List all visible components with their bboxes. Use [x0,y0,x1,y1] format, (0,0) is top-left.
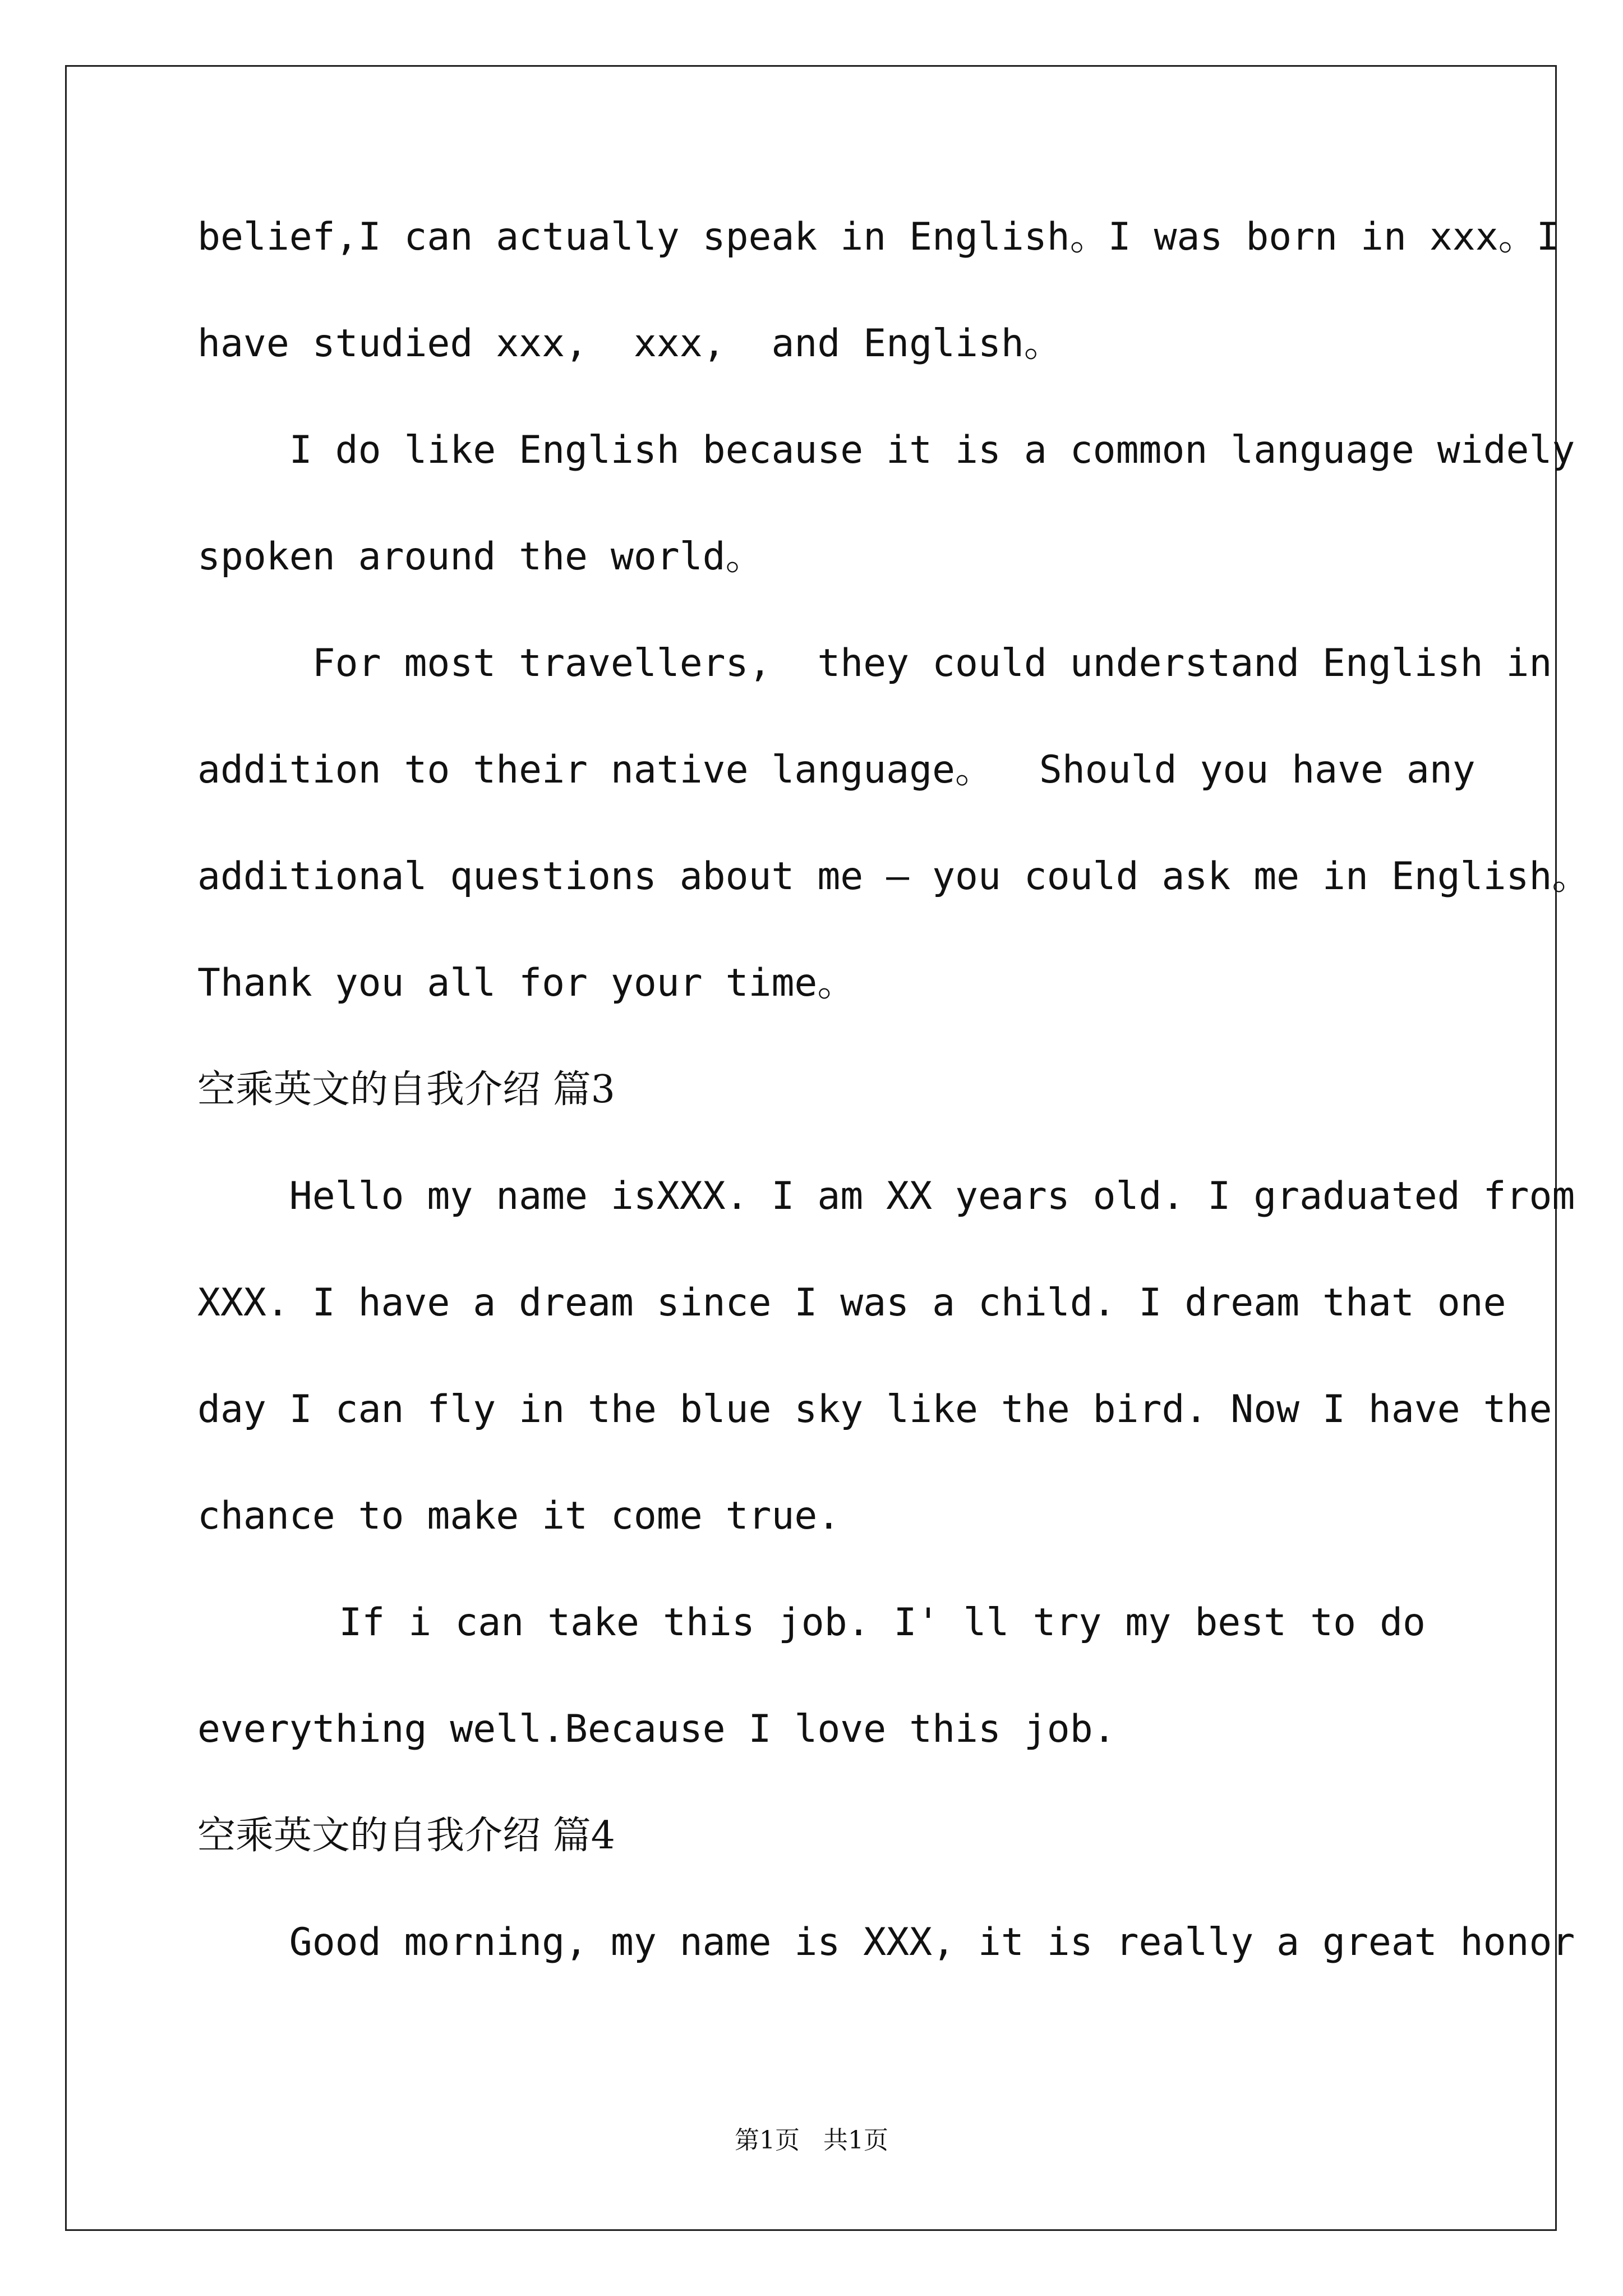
text-line: have studied xxx, xxx, and English。 [197,321,1062,366]
page-number: 第1页 [735,2126,800,2155]
page-total: 共1页 [823,2126,888,2155]
text-line: If i can take this job. I' ll try my best to do [197,1600,1426,1645]
section-heading: 空乘英文的自我介绍 篇4 [197,1814,615,1858]
text-line: spoken around the world。 [197,535,764,579]
page-border [65,65,1575,2231]
text-line: I do like English because it is a common language widely [197,428,1575,472]
text-line: chance to make it come true. [197,1494,841,1538]
page-footer [0,2124,1623,2157]
text-line: day I can fly in the blue sky like the bird. Now I have the [197,1387,1552,1432]
text-line: For most travellers, they could understand English in [197,641,1552,685]
text-line: XXX. I have a dream since I was a child. I dream that one [197,1281,1506,1325]
text-line: everything well.Because I love this job. [197,1707,1116,1751]
text-line: belief,I can actually speak in English。I was born in xxx。I [197,215,1560,259]
text-line: additional questions about me — you could ask me in English。 [197,854,1590,899]
text-line: Thank you all for your time。 [197,961,856,1005]
text-line: Good morning, my name is XXX, it is really a great honor [197,1920,1575,1964]
section-heading: 空乘英文的自我介绍 篇3 [197,1068,615,1112]
text-line: Hello my name isXXX. I am XX years old. I graduated from [197,1174,1575,1218]
text-line: addition to their native language。 Should you have any [197,748,1476,792]
